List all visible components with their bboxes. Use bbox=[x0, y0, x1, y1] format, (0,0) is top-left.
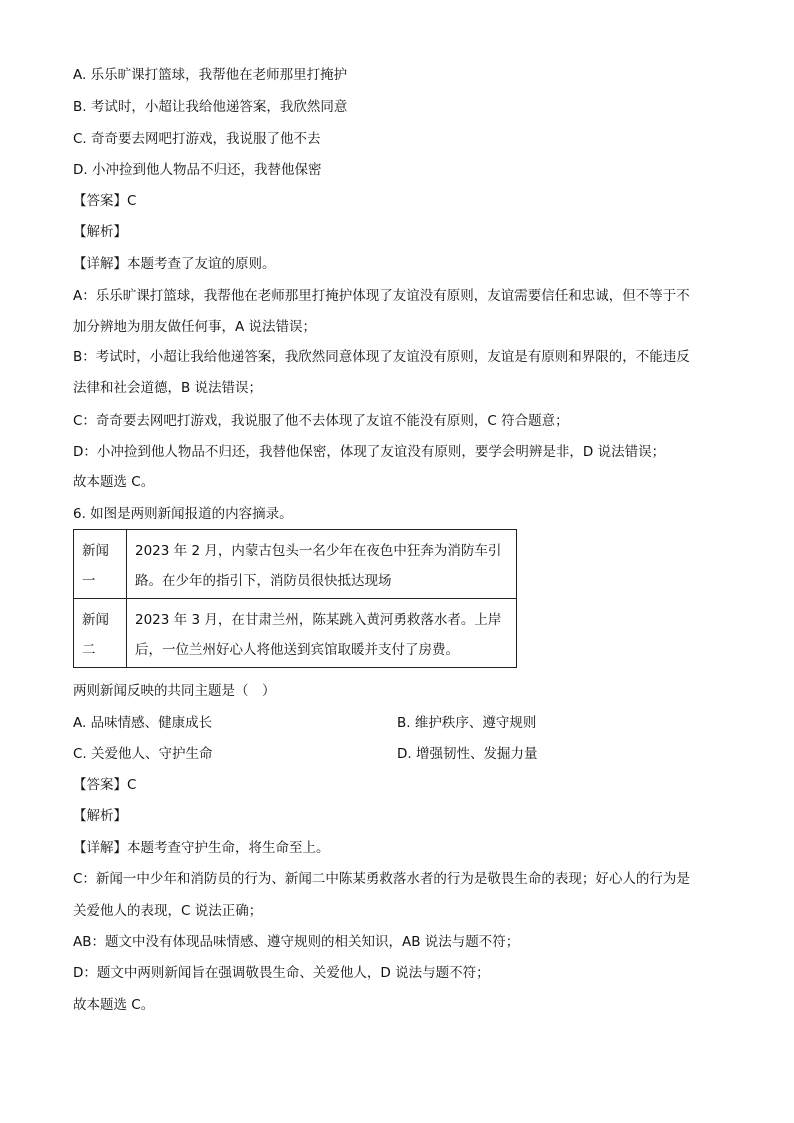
q5-option-d: D. 小冲捡到他人物品不归还，我替他保密 bbox=[73, 162, 322, 178]
q6-detail-line: 关爱他人的表现，C 说法正确； bbox=[73, 903, 263, 919]
q6-option-d: D. 增强韧性、发掘力量 bbox=[397, 746, 538, 762]
q5-detail-line: B：考试时，小超让我给他递答案，我欣然同意体现了友谊没有原则，友谊是有原则和界限的，不能违反 bbox=[73, 349, 690, 365]
news-table bbox=[73, 529, 517, 668]
q6-detail-line: 【详解】本题考查守护生命，将生命至上。 bbox=[73, 840, 330, 856]
q5-option-b: B. 考试时，小超让我给他递答案，我欣然同意 bbox=[73, 99, 348, 115]
news-label: 新闻一 bbox=[74, 530, 127, 599]
q6-detail-line: AB：题文中没有体现品味情感、遵守规则的相关知识，AB 说法与题不符； bbox=[73, 934, 520, 950]
q5-option-a: A. 乐乐旷课打篮球，我帮他在老师那里打掩护 bbox=[73, 67, 348, 83]
q6-detail-line: 故本题选 C。 bbox=[73, 997, 155, 1013]
news-content bbox=[127, 530, 517, 599]
q5-detail-line: 法律和社会道德，B 说法错误； bbox=[73, 380, 263, 396]
q5-detail-line: 【详解】本题考查了友谊的原则。 bbox=[73, 256, 276, 272]
news-label: 新闻二 bbox=[74, 599, 127, 668]
table-row bbox=[74, 530, 517, 599]
news-content-line: 后，一位兰州好心人将他送到宾馆取暖并支付了房费。 bbox=[135, 642, 459, 658]
q6-detail-line: D：题文中两则新闻旨在强调敬畏生命、关爱他人，D 说法与题不符； bbox=[73, 965, 490, 981]
q5-detail-line: C：奇奇要去网吧打游戏，我说服了他不去体现了友谊不能没有原则，C 符合题意； bbox=[73, 413, 569, 429]
q5-option-c: C. 奇奇要去网吧打游戏，我说服了他不去 bbox=[73, 131, 321, 147]
q5-answer: 【答案】C bbox=[73, 193, 137, 209]
q6-stem: 6. 如图是两则新闻报道的内容摘录。 bbox=[73, 506, 293, 522]
q6-analysis-label: 【解析】 bbox=[73, 808, 127, 824]
news-content-line: 2023 年 2 月，内蒙古包头一名少年在夜色中狂奔为消防车引 bbox=[135, 543, 502, 559]
q6-option-b: B. 维护秩序、遵守规则 bbox=[397, 715, 537, 731]
news-content bbox=[127, 599, 517, 668]
table-row bbox=[74, 599, 517, 668]
q6-question: 两则新闻反映的共同主题是（ ） bbox=[73, 683, 276, 699]
q6-option-a: A. 品味情感、健康成长 bbox=[73, 715, 213, 731]
q5-detail-line: A：乐乐旷课打篮球，我帮他在老师那里打掩护体现了友谊没有原则，友谊需要信任和忠诚，但不等于不 bbox=[73, 288, 690, 304]
q6-answer: 【答案】C bbox=[73, 777, 137, 793]
q5-detail-line: 故本题选 C。 bbox=[73, 474, 155, 490]
news-content-line: 路。在少年的指引下，消防员很快抵达现场 bbox=[135, 573, 392, 589]
q5-detail-line: 加分辨地为朋友做任何事，A 说法错误； bbox=[73, 319, 317, 335]
q6-detail-line: C：新闻一中少年和消防员的行为、新闻二中陈某勇救落水者的行为是敬畏生命的表现；好心人的行为是 bbox=[73, 871, 690, 887]
q5-analysis-label: 【解析】 bbox=[73, 224, 127, 240]
news-content-line: 2023 年 3 月，在甘肃兰州，陈某跳入黄河勇救落水者。上岸 bbox=[135, 612, 502, 628]
q6-option-c: C. 关爱他人、守护生命 bbox=[73, 746, 213, 762]
q5-detail-line: D：小冲捡到他人物品不归还，我替他保密，体现了友谊没有原则，要学会明辨是非，D 说法错误； bbox=[73, 444, 666, 460]
